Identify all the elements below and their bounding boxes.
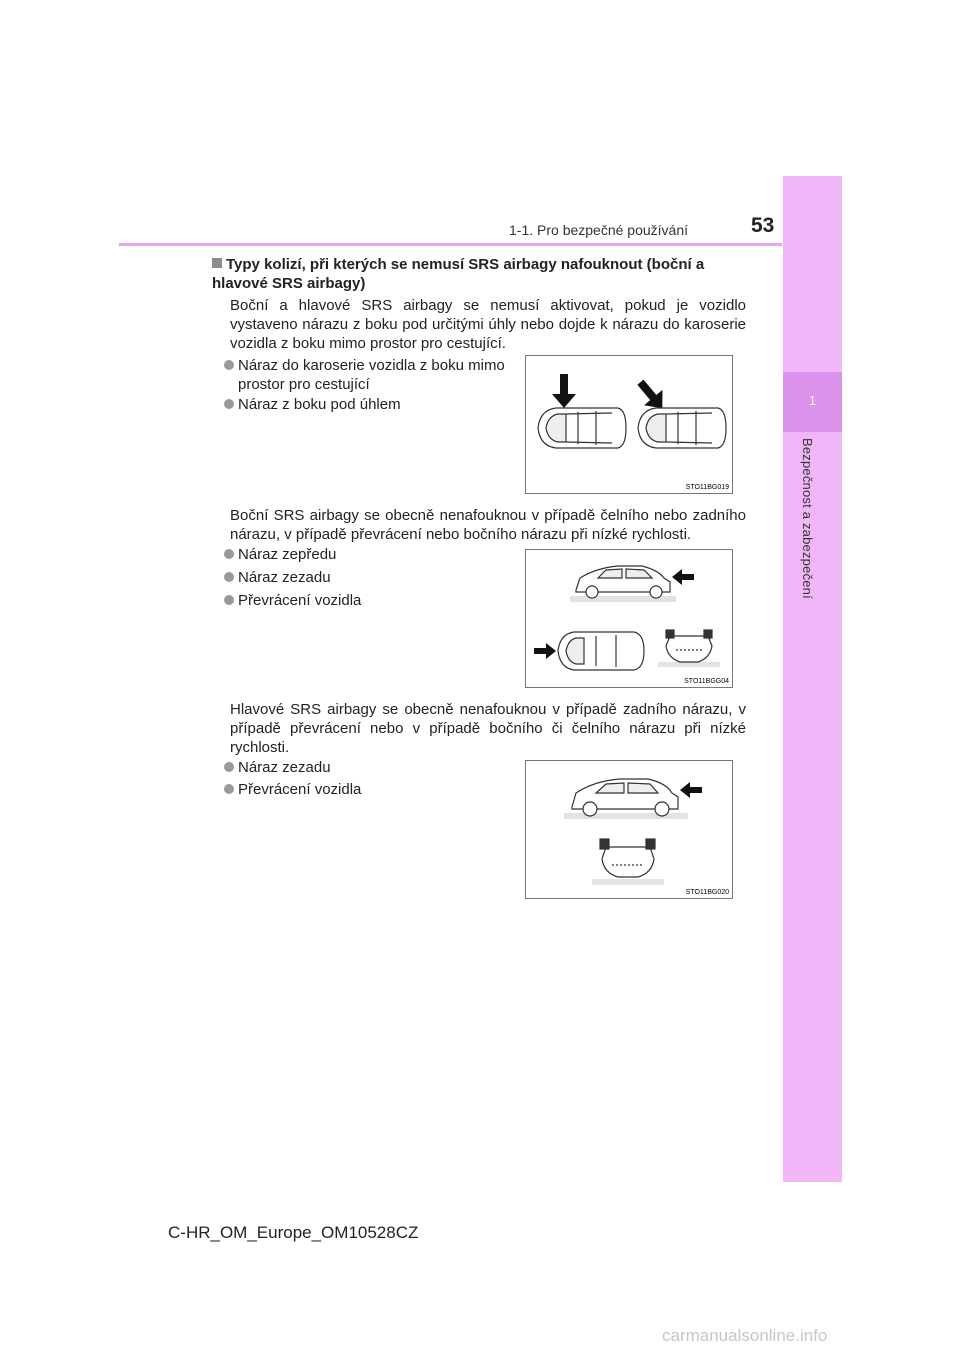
figure-code: STO11BG020 [685,889,729,896]
list-item: Převrácení vozidla [224,591,361,610]
chapter-number: 1 [808,393,817,408]
impact-arrow-icon [672,569,694,585]
list-item: Náraz do karoserie vozidla z boku mimo prostor pro cestující [224,356,514,394]
list-item: Náraz zezadu [224,568,331,587]
header-rule [119,243,782,246]
overturned-car [658,630,720,667]
chapter-title: Bezpečnost a zabezpečení [800,438,815,599]
bullet-dot-icon [224,399,234,409]
figure-front-rear-rollover [525,549,733,688]
bullet-dot-icon [224,784,234,794]
watermark: carmanualsonline.info [662,1326,828,1345]
impact-arrow-icon [680,782,702,798]
front-rear-rollover-illustration [526,550,732,687]
figure-code: STO11BGG04 [684,678,729,685]
list-item: Náraz zepředu [224,545,336,564]
bullet-dot-icon [224,572,234,582]
section-title: 1-1. Pro bezpečné používání [509,222,689,238]
square-bullet-icon [212,258,222,268]
curtain-airbag-paragraph: Hlavové SRS airbagy se obecně nenafouknou v případě zadního nárazu, v případě převrácení nebo v případě bočního či čelního nárazu při nízké rychlosti. [230,701,746,756]
rear-rollover-illustration [526,761,732,898]
bullet-dot-icon [224,360,234,370]
overturned-car [592,839,664,885]
car-top-view [558,632,644,670]
car-side-view [564,779,688,819]
bullet-dot-icon [224,595,234,605]
bullet-dot-icon [224,549,234,559]
figure-side-impact [525,355,733,494]
impact-arrow-icon [534,643,556,659]
impact-arrow-icon [552,374,576,408]
bullet-dot-icon [224,762,234,772]
figure-rear-rollover [525,760,733,899]
list-item: Náraz z boku pod úhlem [224,395,401,414]
list-item: Náraz zezadu [224,758,331,777]
car-top-view [538,408,626,448]
list-item: Převrácení vozidla [224,780,361,799]
section-heading-text: Typy kolizí, při kterých se nemusí SRS airbagy nafouknout (boční a hlavové SRS airbagy) [212,256,705,292]
section-heading [212,255,750,293]
document-code: C-HR_OM_Europe_OM10528CZ [168,1223,419,1242]
car-side-view [570,566,676,602]
car-top-view [638,408,726,448]
figure-code: STO11BG019 [685,484,729,491]
side-impact-illustration [526,356,732,493]
intro-paragraph: Boční a hlavové SRS airbagy se nemusí aktivovat, pokud je vozidlo vystaveno nárazu z boku pod určitými úhly nebo dojde k nárazu do karoserie vozidla z boku mimo prostor pro cestující. [230,297,746,352]
chapter-side-tab [783,176,842,1182]
page-number: 53 [751,214,775,237]
side-airbag-paragraph: Boční SRS airbagy se obecně nenafouknou v případě čelního nebo zadního nárazu, v případě převrácení nebo bočního nárazu při nízké rychlosti. [230,507,746,543]
